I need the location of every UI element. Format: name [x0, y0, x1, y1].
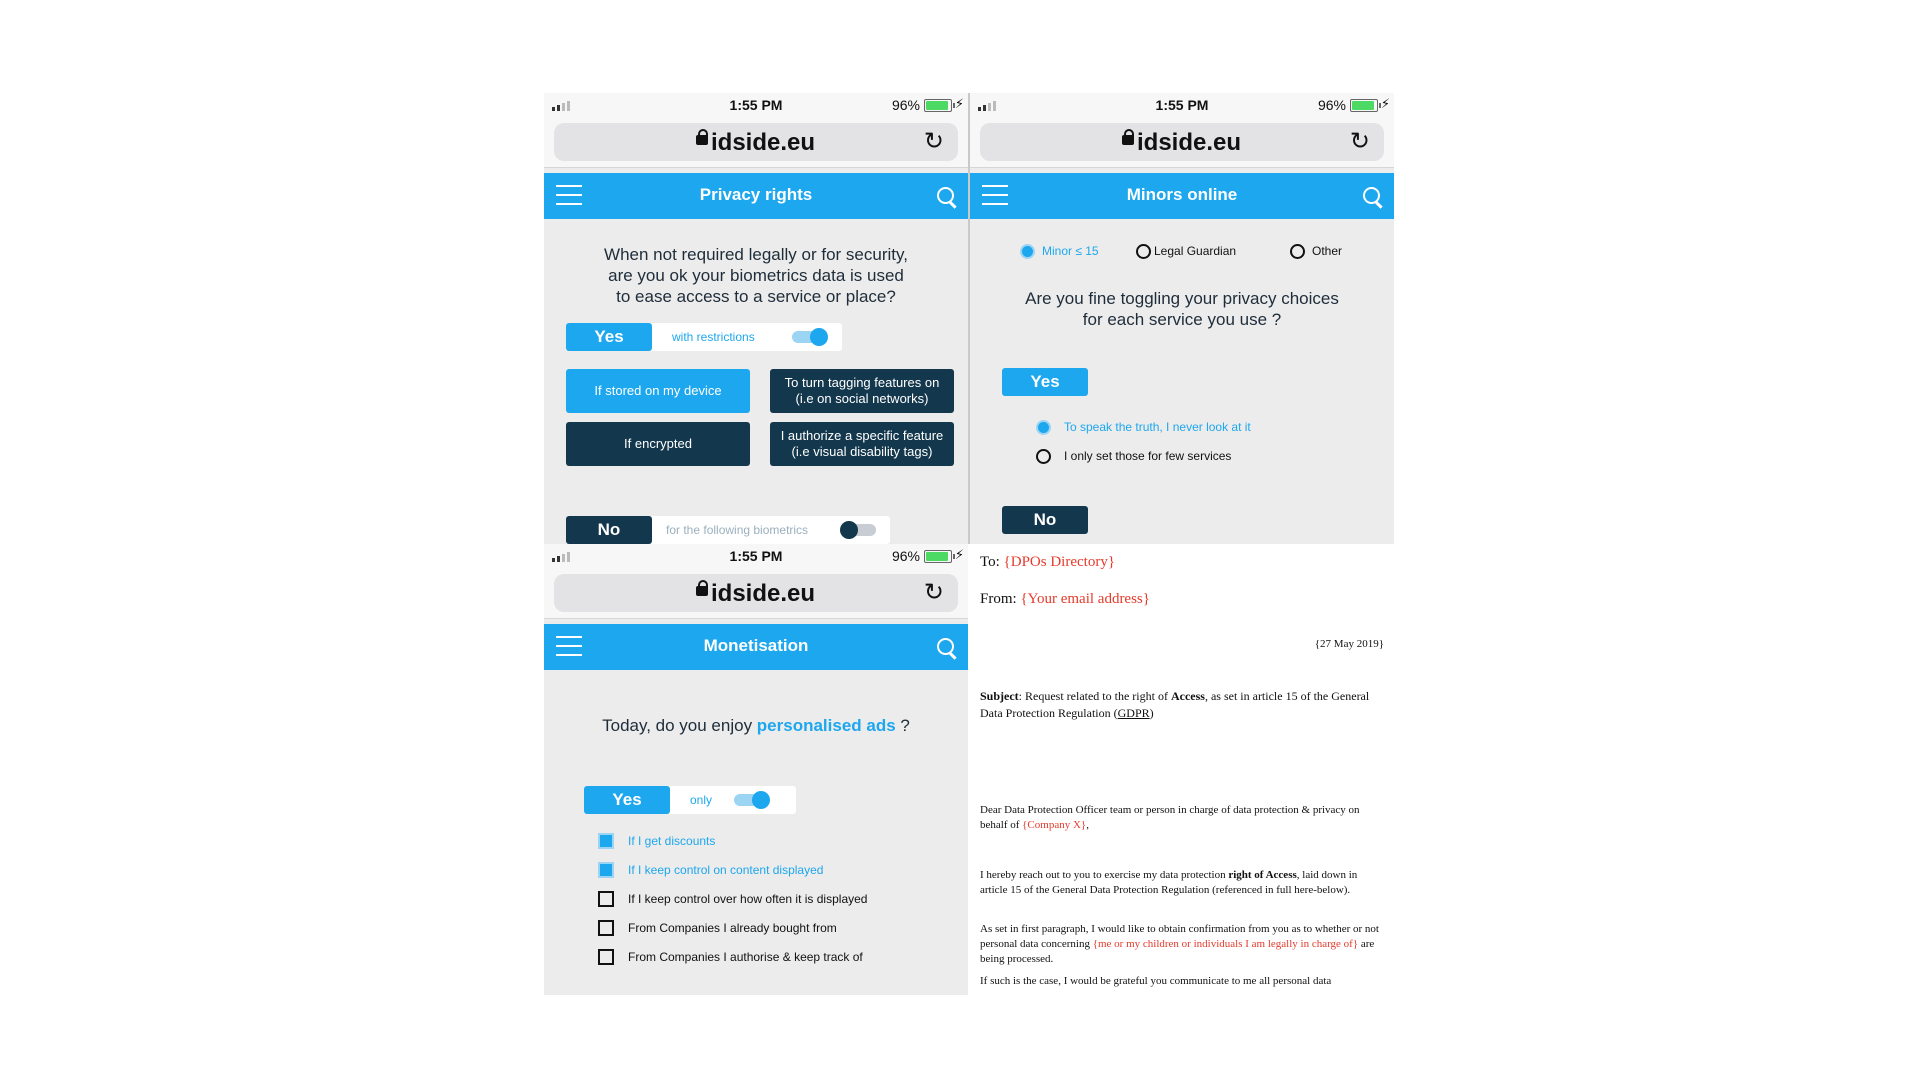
search-icon[interactable] [937, 638, 954, 655]
answer-radio-never-look[interactable] [1036, 420, 1051, 435]
app-header [970, 173, 1394, 219]
reload-icon[interactable]: ↻ [1349, 128, 1370, 155]
option-tagging-features[interactable]: To turn tagging features on (i.e on social networks) [770, 369, 954, 413]
letter-from-value[interactable]: {Your email address} [1020, 591, 1150, 607]
only-toggle[interactable] [734, 794, 768, 806]
role-radio-minor[interactable] [1020, 244, 1035, 259]
role-radio-legal-guardian[interactable] [1136, 244, 1151, 259]
status-bar [544, 93, 968, 117]
battery-icon [924, 550, 952, 563]
role-label-minor: Minor ≤ 15 [1042, 244, 1099, 258]
yes-with-restrictions-control [566, 323, 842, 351]
address-bar[interactable] [554, 123, 958, 161]
yes-button[interactable]: Yes [566, 323, 652, 351]
status-time: 1:55 PM [1155, 97, 1209, 113]
battery-icon [924, 99, 952, 112]
biometrics-toggle[interactable] [842, 524, 876, 536]
option-encrypted[interactable]: If encrypted [566, 422, 750, 466]
app-header [544, 173, 968, 219]
letter-subject: Subject: Request related to the right of Access, as set in article 15 of the General Data Protection Regulation (GDPR) [980, 689, 1370, 720]
charging-icon: ⚡ [954, 96, 964, 111]
address-bar[interactable] [554, 574, 958, 612]
yes-only-control [584, 786, 796, 814]
browser-toolbar [544, 568, 968, 619]
checkbox-content-control[interactable] [598, 862, 614, 878]
letter-from-line: From: {Your email address} [980, 591, 1150, 607]
checkbox-bought-from[interactable] [598, 920, 614, 936]
app-header [544, 624, 968, 670]
url-text: idside.eu [710, 580, 816, 607]
label-content-control: If I keep control on content displayed [628, 863, 824, 877]
option-specific-feature[interactable]: I authorize a specific feature (i.e visual disability tags) [770, 422, 954, 466]
following-biometrics-label: for the following biometrics [666, 523, 809, 537]
charging-icon: ⚡ [954, 547, 964, 562]
url-text: idside.eu [1136, 129, 1242, 156]
address-bar[interactable] [980, 123, 1384, 161]
battery-percent: 96% [1317, 97, 1346, 113]
page-title: Privacy rights [699, 185, 813, 204]
yes-button[interactable]: Yes [1002, 368, 1088, 396]
letter-company[interactable]: {Company X} [1022, 819, 1087, 831]
reload-icon[interactable]: ↻ [923, 579, 944, 606]
no-button[interactable]: No [566, 516, 652, 544]
search-icon[interactable] [937, 187, 954, 204]
browser-toolbar [544, 117, 968, 168]
letter-paragraph-2: As set in first paragraph, I would like to obtain confirmation from you as to whether or not personal data concerning {me or my children or individuals I am legally in charge of} are being processed. [980, 923, 1379, 965]
status-bar [970, 93, 1394, 117]
option-stored-on-device[interactable]: If stored on my device [566, 369, 750, 413]
role-radio-other[interactable] [1290, 244, 1305, 259]
letter-to-value[interactable]: {DPOs Directory} [1003, 554, 1116, 570]
yes-button[interactable]: Yes [584, 786, 670, 814]
answer-label-few-services: I only set those for few services [1064, 449, 1232, 463]
checkbox-authorise-track[interactable] [598, 949, 614, 965]
label-frequency-control: If I keep control over how often it is displayed [628, 892, 868, 906]
battery-percent: 96% [891, 548, 920, 564]
charging-icon: ⚡ [1380, 96, 1390, 111]
letter-paragraph-3: If such is the case, I would be grateful you communicate to me all personal data [980, 975, 1332, 987]
biometrics-question: When not required legally or for security, are you ok your biometrics data is used to ease access to a service or place? [604, 245, 908, 306]
monetisation-screen [544, 544, 968, 995]
only-label: only [690, 793, 713, 807]
reload-icon[interactable]: ↻ [923, 128, 944, 155]
status-bar [544, 544, 968, 568]
status-time: 1:55 PM [729, 97, 783, 113]
battery-icon [1350, 99, 1378, 112]
no-control [1002, 506, 1088, 534]
checkbox-discounts[interactable] [598, 833, 614, 849]
role-label-other: Other [1312, 244, 1343, 258]
role-label-legal-guardian: Legal Guardian [1154, 244, 1237, 258]
no-biometrics-control [566, 516, 890, 544]
letter-to-line: To: {DPOs Directory} [980, 554, 1116, 570]
status-time: 1:55 PM [729, 548, 783, 564]
search-icon[interactable] [1363, 187, 1380, 204]
privacy-toggle-question: Are you fine toggling your privacy choices for each service you use ? [1025, 289, 1339, 329]
restrictions-toggle[interactable] [792, 331, 826, 343]
personalised-ads-highlight: personalised ads [756, 716, 896, 735]
letter-paragraph-1: I hereby reach out to you to exercise my data protection right of Access, laid down in article 15 of the General Data Protection Regulation (referenced in full here-below). [980, 869, 1358, 896]
letter-date: {27 May 2019} [1314, 638, 1384, 650]
privacy-rights-screen [544, 93, 968, 544]
with-restrictions-label: with restrictions [672, 330, 755, 344]
no-button[interactable]: No [1002, 506, 1088, 534]
page-title: Monetisation [703, 636, 809, 655]
answer-radio-few-services[interactable] [1036, 449, 1051, 464]
label-discounts: If I get discounts [628, 834, 716, 848]
browser-toolbar [970, 117, 1394, 168]
checkbox-frequency-control[interactable] [598, 891, 614, 907]
battery-percent: 96% [891, 97, 920, 113]
label-authorise-track: From Companies I authorise & keep track of [628, 950, 863, 964]
personalised-ads-question: Today, do you enjoy personalised ads ? [602, 716, 910, 735]
answer-label-never-look: To speak the truth, I never look at it [1064, 420, 1251, 434]
label-bought-from: From Companies I already bought from [628, 921, 837, 935]
minors-online-screen [968, 93, 1394, 544]
yes-control [1002, 368, 1088, 396]
letter-greeting: Dear Data Protection Officer team or person in charge of data protection & privacy on behalf of {Company X}, [980, 804, 1360, 831]
page-title: Minors online [1126, 185, 1238, 204]
url-text: idside.eu [710, 129, 816, 156]
gdpr-access-letter [968, 544, 1392, 1004]
